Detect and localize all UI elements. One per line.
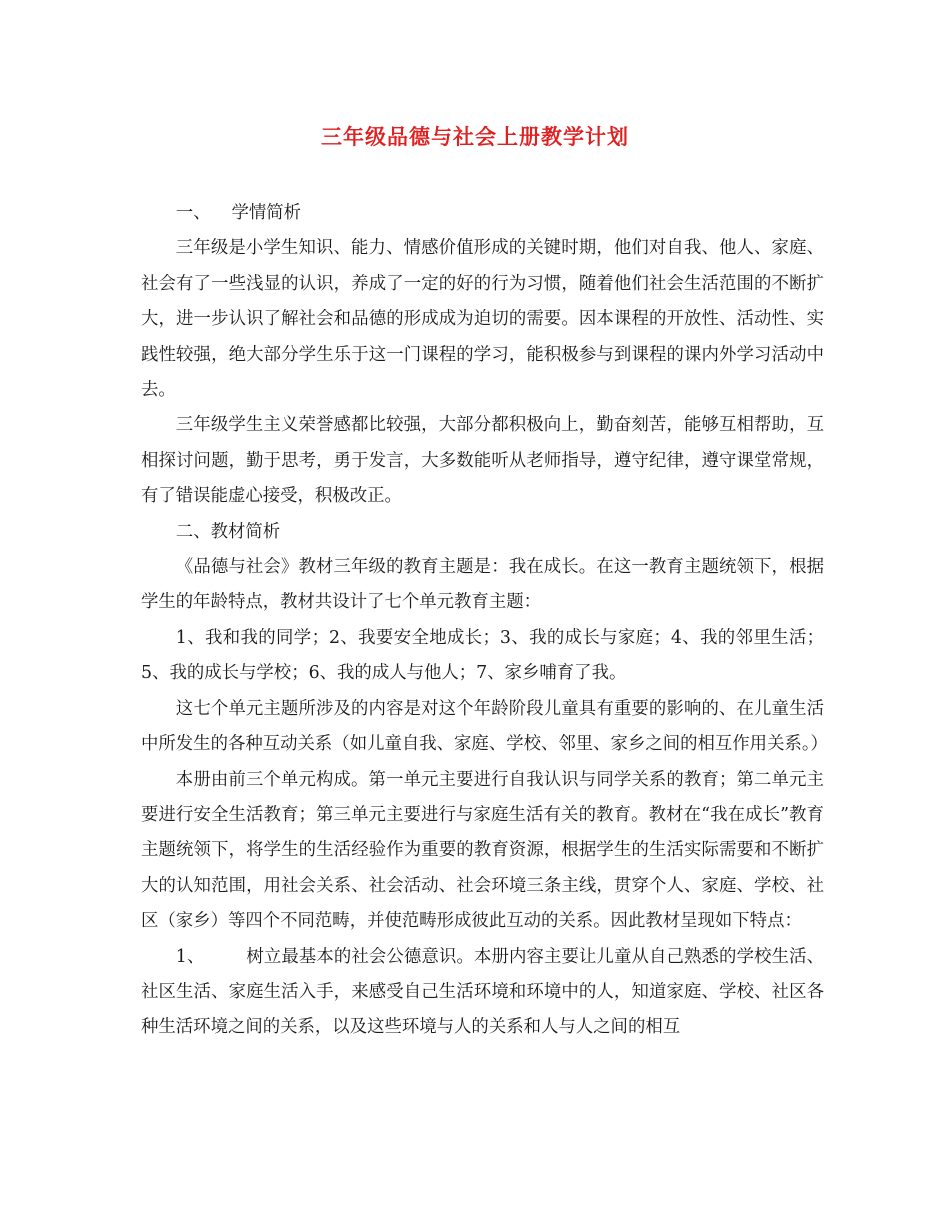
- paragraph-5: 这七个单元主题所涉及的内容是对这个年龄阶段儿童具有重要的影响的、在儿童生活中所发生的各种互动关系（如儿童自我、家庭、学校、邻里、家乡之间的相互作用关系。）: [141, 698, 828, 755]
- document-title: 三年级品德与社会上册教学计划: [321, 124, 629, 149]
- paragraph-2: 三年级学生主义荣誉感都比较强，大部分都积极向上，勤奋刻苦，能够互相帮助，互相探讨问题，勤于思考，勇于发言，大多数能听从老师指导，遵守纪律，遵守课堂常规，有了错误能虚心接受，积极改正。: [141, 415, 824, 507]
- paragraph-1: 三年级是小学生知识、能力、情感价值形成的关键时期，他们对自我、他人、家庭、社会有了一些浅显的认识，养成了一定的好的行为习惯，随着他们社会生活范围的不断扩大，进一步认识了解社会和品德的形成成为迫切的需要。因本课程的开放性、活动性、实践性较强，绝大部分学生乐于这一门课程的学习，能积极参与到课程的课内外学习活动中去。: [141, 238, 824, 401]
- document-body: [141, 196, 828, 1046]
- point-text-1: 树立最基本的社会公德意识。本册内容主要让儿童从自己熟悉的学校生活、社区生活、家庭生活入手，来感受自己生活环境和环境中的人，知道家庭、学校、社区各种生活环境之间的关系，以及这些环境与人的关系和人与人之间的相互: [141, 946, 824, 1038]
- section-title-1: 学情简析: [231, 203, 302, 223]
- section-number-1: 一、: [175, 203, 211, 223]
- section-heading-2: 二、教材简析: [175, 521, 281, 542]
- section-heading-1: [141, 196, 824, 231]
- paragraph-4: 1、我和我的同学；2、我要安全地成长；3、我的成长与家庭；4、我的邻里生活；5、我的成长与学校；6、我的成人与他人；7、家乡哺育了我。: [141, 627, 824, 684]
- paragraph-6: 本册由前三个单元构成。第一单元主要进行自我认识与同学关系的教育；第二单元主要进行安全生活教育；第三单元主要进行与家庭生活有关的教育。教材在“我在成长”教育主题统领下，将学生的生活经验作为重要的教育资源，根据学生的生活实际需要和不断扩大的认知范围，用社会关系、社会活动、社会环境三条主线，贯穿个人、家庭、学校、社区（家乡）等四个不同范畴，并使范畴形成彼此互动的关系。因此教材呈现如下特点：: [141, 769, 824, 932]
- paragraph-3: 《品德与社会》教材三年级的教育主题是：我在成长。在这一教育主题统领下，根据学生的年龄特点，教材共设计了七个单元教育主题：: [141, 557, 824, 613]
- point-number-1: 1、: [175, 946, 205, 967]
- point-1: [141, 940, 824, 1046]
